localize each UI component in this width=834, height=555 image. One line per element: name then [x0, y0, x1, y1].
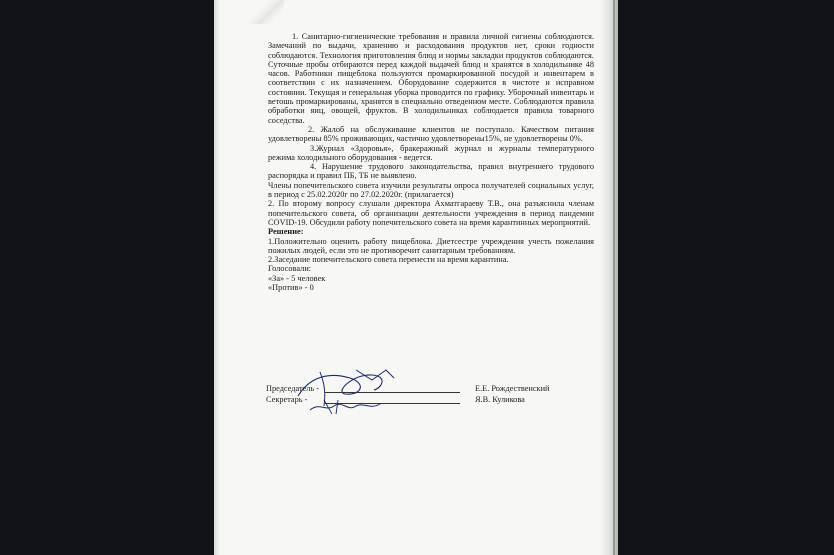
vote-for: «За» - 5 человек — [268, 273, 326, 283]
secretary-label: Секретарь - — [266, 395, 308, 404]
vote-against: «Против» - 0 — [268, 283, 314, 293]
document-page — [214, 0, 618, 555]
chair-name: Е.Е. Рождественский — [475, 384, 550, 393]
secretary-signature-line — [325, 403, 460, 404]
paragraph-sanitary: 1. Санитарно-гигиенические требования и правила личной гигиены соблюдаются. Замечаний по выдачи, хранению и расходования продуктов нет, сроки годности соблюдаются. Технология приготовления блюд и нормы закладки продуктов соблюдаются. Суточные пробы отбираются перед каждой выдачей блюд и хранятся в холодильнике 48 часов. Работники пищеблока пользуются промаркированной посудой и инвентарем в соответствии с их назначением. Оборудование содержится в чистоте и исправном состоянии. Текущая и генеральная уборка проводится по графику. Уборочный инвентарь и ветошь промаркированы, хранятся в специально отведенном месте. Соблюдаются правила обработки яиц, овощей, фруктов. В холодильниках соблюдается правила товарного соседства. — [268, 32, 594, 125]
page-left-shadow — [214, 0, 220, 555]
paragraph-second-question: 2. По второму вопросу слушали директора Ахматгараеву Т.В., она разъяснила членам попечительского совета, об организации деятельности учреждения в период пандемии COVID-19. Обсудили работу попечительского совета на время карантинных мероприятий. — [268, 199, 594, 227]
signature-block — [266, 383, 596, 405]
chair-label: Председатель - — [266, 384, 320, 393]
secretary-name: Я.В. Куликова — [475, 395, 525, 404]
secretary-signature-row — [266, 394, 596, 405]
document-body — [268, 32, 594, 292]
page-right-shadow — [600, 0, 618, 555]
decision-item-2: 2.Заседание попечительского совета перенести на время карантина. — [268, 255, 509, 265]
decision-heading: Решение: — [268, 227, 304, 237]
decision-item-1: 1.Положительно оценить работу пищеблока. Диетсестре учреждения учесть пожелания пожилых людей, если это не противоречит санитарным требованиям. — [268, 236, 594, 255]
page-fold-mark — [244, 0, 284, 24]
paragraph-complaints: 2. Жалоб на обслуживание клиентов не поступало. Качеством питания удовлетворены 85% проживающих, частично удовлетворены15%, не удовлетворены 0%. — [268, 124, 594, 144]
chair-signature-row — [266, 383, 596, 394]
paragraph-journals: 3.Журнал «Здоровья», бракеражный журнал и журналы температурного режима холодильного оборудования - ведется. — [268, 143, 594, 162]
voting-heading: Голосовали: — [268, 264, 312, 274]
paragraph-survey: Члены попечительского совета изучили результаты опроса получателей социальных услуг, в период с 25.02.2020г по 27.02.2020г. (прилагается) — [268, 180, 594, 200]
paragraph-labor: 4. Нарушение трудового законодательства, правил внутреннего трудового распорядка и правил ПБ, ТБ не выявлено. — [268, 162, 594, 181]
chair-signature-line — [325, 392, 460, 393]
